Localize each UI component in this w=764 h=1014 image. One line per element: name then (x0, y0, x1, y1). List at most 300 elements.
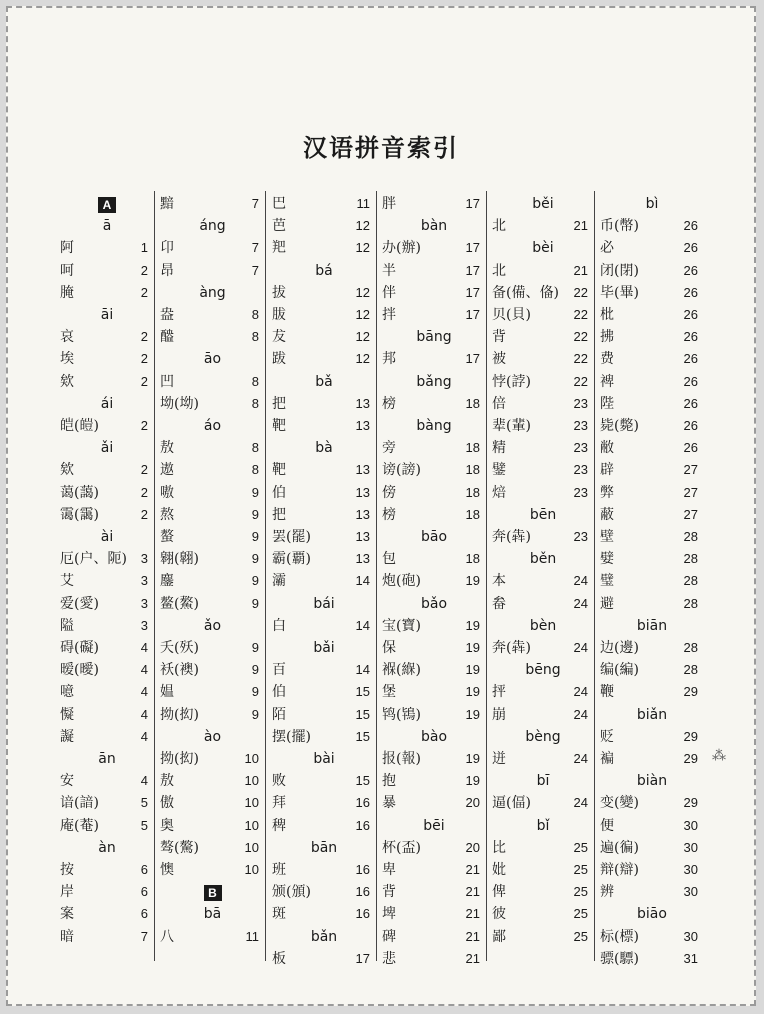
index-entry (60, 348, 154, 370)
index-entry (60, 792, 154, 814)
index-entry (492, 859, 594, 881)
index-entry (492, 459, 594, 481)
entry-character: 案 (60, 906, 74, 923)
entry-character: 犮 (272, 329, 286, 346)
entry-page-number: 4 (140, 728, 148, 744)
entry-character: 蔼(藹) (60, 484, 99, 501)
entry-page-number: 7 (140, 928, 148, 944)
entry-page-number: 3 (140, 573, 148, 589)
entry-page-number: 12 (355, 329, 370, 345)
entry-character: 岸 (60, 884, 74, 901)
entry-page-number: 2 (140, 462, 148, 478)
pinyin-heading: bèi (532, 240, 554, 257)
entry-character: 安 (60, 773, 74, 790)
entry-character: 呵 (60, 262, 74, 279)
entry-character: 鐾 (492, 462, 506, 479)
pinyin-heading: běn (529, 551, 557, 568)
entry-page-number: 28 (683, 529, 698, 544)
index-entry (492, 282, 594, 304)
entry-character: 噫 (60, 684, 74, 701)
index-entry (492, 437, 594, 459)
page-title: 汉语拼音索引 (303, 133, 459, 162)
entry-page-number: 16 (355, 884, 370, 900)
index-entry (60, 770, 154, 792)
entry-page-number: 2 (140, 262, 148, 278)
entry-page-number: 19 (465, 640, 480, 655)
entry-page-number: 24 (573, 751, 588, 766)
entry-character: 巴 (272, 196, 286, 212)
index-entry (382, 637, 486, 659)
pinyin-heading: ā (102, 218, 112, 235)
index-entry (60, 726, 154, 748)
pinyin-heading: ào (203, 728, 222, 745)
entry-page-number: 2 (140, 484, 148, 500)
index-entry (272, 282, 376, 304)
pinyin-heading: ài (100, 529, 114, 545)
entry-character: 伯 (272, 684, 286, 701)
entry-page-number: 26 (683, 307, 698, 322)
entry-page-number: 20 (465, 839, 480, 855)
entry-character: 奔(犇) (492, 529, 531, 545)
entry-character: 遍(徧) (600, 839, 639, 856)
index-entry (60, 371, 154, 393)
entry-page-number: 28 (683, 595, 698, 611)
entry-character: 辟 (600, 462, 614, 479)
index-entry (272, 615, 376, 637)
entry-character: 拜 (272, 795, 286, 812)
entry-page-number: 16 (355, 795, 370, 811)
pinyin-heading: bān (310, 839, 338, 856)
entry-character: 嗷 (160, 484, 174, 501)
entry-character: 精 (492, 440, 506, 457)
index-entry (492, 304, 594, 326)
index-entry (160, 304, 265, 326)
index-entry (382, 482, 486, 504)
entry-character: 鞭 (600, 684, 614, 701)
entry-page-number: 19 (465, 662, 480, 678)
index-entry (160, 548, 265, 570)
entry-page-number: 4 (140, 706, 148, 722)
entry-character: 辩(辯) (600, 862, 639, 878)
index-column (60, 191, 155, 961)
entry-page-number: 18 (465, 484, 480, 500)
entry-character: 卑 (382, 862, 396, 878)
entry-character: 背 (382, 884, 396, 901)
entry-character: 鏖 (160, 573, 174, 590)
entry-character: 必 (600, 240, 614, 257)
entry-character: 暧(曖) (60, 662, 99, 679)
entry-character: 欸 (60, 373, 74, 390)
entry-character: 胖 (382, 196, 396, 212)
section-letter (60, 194, 154, 214)
entry-page-number: 6 (140, 906, 148, 922)
index-entry (160, 792, 265, 814)
index-entry (382, 859, 486, 881)
index-entry (382, 659, 486, 681)
entry-character: 毕(畢) (600, 284, 639, 301)
entry-page-number: 26 (683, 440, 698, 456)
entry-character: 枇 (600, 307, 614, 323)
index-entry (272, 215, 376, 237)
entry-character: 哀 (60, 329, 74, 346)
pinyin-heading: biàn (636, 773, 668, 790)
index-entry (272, 237, 376, 259)
pinyin-heading: bǎo (420, 595, 448, 612)
index-entry (160, 837, 265, 859)
entry-character: 芭 (272, 218, 286, 235)
index-entry (492, 903, 594, 925)
entry-page-number: 11 (356, 196, 370, 211)
index-entry (60, 570, 154, 592)
pinyin-heading: biāo (637, 906, 667, 923)
entry-character: 谤(謗) (382, 462, 421, 479)
entry-character: 北 (492, 218, 506, 235)
index-entry (382, 948, 486, 970)
index-entry (160, 482, 265, 504)
entry-character: 夭(殀) (160, 640, 199, 656)
entry-character: 埃 (60, 351, 74, 368)
entry-character: 敖 (160, 440, 174, 457)
entry-character: 螯 (160, 529, 174, 545)
entry-page-number: 3 (140, 595, 148, 611)
entry-page-number: 21 (465, 862, 480, 877)
entry-character: 闭(閉) (600, 262, 639, 279)
pinyin-heading: áng (199, 218, 226, 235)
entry-page-number: 15 (355, 706, 370, 722)
entry-character: 隘 (60, 617, 74, 634)
pinyin-heading: bì (645, 196, 659, 212)
index-entry (60, 637, 154, 659)
entry-character: 费 (600, 351, 614, 368)
index-entry (272, 548, 376, 570)
index-entry (382, 237, 486, 259)
entry-character: 榜 (382, 395, 396, 412)
section-letter (160, 882, 265, 902)
index-entry (160, 815, 265, 837)
entry-page-number: 13 (355, 418, 370, 433)
entry-character: 畚 (492, 595, 506, 612)
entry-character: 碑 (382, 928, 396, 945)
entry-character: 跋 (272, 351, 286, 368)
entry-character: 拂 (600, 329, 614, 346)
index-entry (382, 837, 486, 859)
pinyin-heading: bēi (423, 817, 445, 834)
index-entry (600, 348, 704, 370)
index-entry (492, 837, 594, 859)
entry-page-number: 18 (465, 462, 480, 478)
index-entry (60, 881, 154, 903)
pinyin-heading: bài (313, 751, 335, 767)
entry-page-number: 13 (355, 551, 370, 567)
entry-page-number: 3 (140, 617, 148, 633)
entry-page-number: 31 (683, 950, 698, 966)
index-entry (60, 282, 154, 304)
index-entry (272, 304, 376, 326)
entry-page-number: 30 (683, 884, 698, 900)
entry-character: 奥 (160, 817, 174, 834)
index-entry (382, 193, 486, 215)
entry-page-number: 22 (573, 307, 588, 322)
entry-character: 弊 (600, 484, 614, 501)
entry-character: 拗(抝) (160, 706, 199, 723)
index-entry (272, 570, 376, 592)
index-entry (492, 881, 594, 903)
pinyin-heading: bà (315, 440, 333, 457)
index-column (600, 191, 704, 967)
index-entry (272, 681, 376, 703)
index-entry (382, 504, 486, 526)
index-column (272, 191, 377, 967)
index-entry (492, 792, 594, 814)
index-entry (492, 393, 594, 415)
entry-character: 霸(覇) (272, 551, 311, 568)
index-entry (492, 215, 594, 237)
index-entry (272, 726, 376, 748)
pinyin-heading: bèng (525, 728, 561, 745)
entry-page-number: 10 (244, 839, 259, 855)
entry-character: 倍 (492, 395, 506, 412)
entry-page-number: 2 (140, 284, 148, 300)
entry-character: 埤 (382, 906, 396, 923)
pinyin-heading: bàn (420, 218, 448, 235)
entry-page-number: 17 (465, 240, 480, 256)
entry-page-number: 21 (573, 218, 588, 234)
index-entry (492, 681, 594, 703)
entry-page-number: 21 (465, 950, 480, 966)
entry-character: 崩 (492, 706, 506, 723)
entry-character: 旁 (382, 440, 396, 457)
entry-page-number: 17 (355, 950, 370, 966)
entry-character: 比 (492, 839, 506, 856)
index-entry (600, 748, 704, 770)
index-entry (160, 681, 265, 703)
entry-character: 编(編) (600, 662, 639, 679)
entry-page-number: 8 (251, 307, 259, 322)
entry-page-number: 19 (465, 617, 480, 633)
entry-character: 骠(驃) (600, 950, 639, 967)
index-entry (272, 659, 376, 681)
entry-character: 伴 (382, 284, 396, 301)
index-entry (160, 926, 265, 948)
entry-page-number: 9 (251, 551, 259, 567)
entry-page-number: 13 (355, 395, 370, 411)
index-entry (160, 526, 265, 548)
index-entry (272, 903, 376, 925)
entry-character: 百 (272, 662, 286, 679)
entry-page-number: 28 (683, 640, 698, 655)
entry-character: 熬 (160, 506, 174, 523)
entry-page-number: 9 (251, 484, 259, 500)
index-entry (492, 526, 594, 548)
entry-character: 厄(户、阨) (60, 551, 127, 568)
index-entry (382, 615, 486, 637)
index-entry (272, 704, 376, 726)
entry-page-number: 10 (244, 773, 259, 789)
entry-page-number: 25 (573, 862, 588, 877)
entry-page-number: 8 (251, 373, 259, 389)
entry-page-number: 4 (140, 684, 148, 700)
index-entry (272, 504, 376, 526)
entry-page-number: 3 (140, 551, 148, 567)
index-entry (272, 348, 376, 370)
index-entry (600, 548, 704, 570)
entry-character: 譺 (60, 728, 74, 745)
entry-page-number: 17 (465, 262, 480, 278)
index-entry (382, 437, 486, 459)
entry-page-number: 14 (355, 662, 370, 678)
entry-page-number: 12 (355, 351, 370, 367)
entry-character: 半 (382, 262, 396, 279)
index-entry (60, 548, 154, 570)
entry-page-number: 13 (355, 462, 370, 478)
entry-character: 辈(輩) (492, 418, 531, 434)
index-entry (600, 837, 704, 859)
entry-page-number: 19 (465, 573, 480, 589)
entry-character: 灞 (272, 573, 286, 590)
pinyin-heading: bào (420, 728, 448, 745)
index-entry (160, 326, 265, 348)
index-entry (600, 681, 704, 703)
index-entry (600, 526, 704, 548)
entry-character: 翱(翺) (160, 551, 199, 568)
entry-page-number: 22 (573, 329, 588, 345)
entry-character: 靶 (272, 418, 286, 434)
index-entry (382, 704, 486, 726)
entry-character: 彼 (492, 906, 506, 923)
index-entry (60, 903, 154, 925)
entry-page-number: 21 (465, 906, 480, 922)
entry-page-number: 15 (355, 728, 370, 744)
entry-page-number: 4 (140, 640, 148, 655)
entry-page-number: 2 (140, 329, 148, 345)
entry-page-number: 23 (573, 395, 588, 411)
section-letter-label: A (98, 197, 116, 213)
pinyin-heading: bǎng (416, 373, 452, 390)
entry-page-number: 24 (573, 795, 588, 811)
entry-character: 敝 (600, 440, 614, 457)
index-entry (60, 459, 154, 481)
pinyin-heading: biān (636, 617, 668, 634)
entry-character: 鳌(鰲) (160, 595, 199, 612)
index-entry (600, 260, 704, 282)
entry-character: 艾 (60, 573, 74, 590)
entry-page-number: 17 (465, 351, 480, 367)
entry-character: 嬖 (600, 551, 614, 568)
index-entry (60, 482, 154, 504)
entry-page-number: 10 (244, 817, 259, 833)
entry-page-number: 16 (355, 817, 370, 833)
index-entry (600, 815, 704, 837)
entry-character: 报(報) (382, 751, 421, 767)
entry-character: 被 (492, 351, 506, 368)
index-entry (600, 415, 704, 437)
index-entry (272, 459, 376, 481)
entry-page-number: 26 (683, 218, 698, 234)
index-entry (160, 237, 265, 259)
entry-character: 班 (272, 862, 286, 878)
entry-page-number: 30 (683, 839, 698, 855)
entry-page-number: 11 (245, 928, 259, 944)
entry-page-number: 9 (251, 640, 259, 655)
index-entry (600, 948, 704, 970)
entry-page-number: 19 (465, 684, 480, 700)
entry-character: 白 (272, 617, 286, 634)
entry-character: 悲 (382, 950, 396, 967)
index-entry (160, 748, 265, 770)
entry-character: 迸 (492, 751, 506, 767)
index-entry (600, 659, 704, 681)
entry-character: 皑(皚) (60, 418, 99, 434)
entry-page-number: 9 (251, 595, 259, 611)
entry-page-number: 9 (251, 506, 259, 522)
entry-page-number: 16 (355, 906, 370, 922)
entry-page-number: 25 (573, 928, 588, 944)
entry-page-number: 4 (140, 662, 148, 678)
entry-page-number: 9 (251, 573, 259, 589)
entry-page-number: 24 (573, 684, 588, 700)
entry-character: 羓 (272, 240, 286, 257)
entry-character: 拗(抝) (160, 751, 199, 767)
entry-page-number: 27 (683, 506, 698, 522)
entry-page-number: 29 (683, 684, 698, 700)
entry-character: 斑 (272, 906, 286, 923)
entry-character: 按 (60, 862, 74, 878)
entry-page-number: 12 (355, 218, 370, 234)
entry-character: 腌 (60, 284, 74, 301)
entry-page-number: 21 (573, 262, 588, 278)
entry-page-number: 2 (140, 373, 148, 389)
entry-page-number: 22 (573, 373, 588, 389)
index-entry (492, 326, 594, 348)
entry-character: 鄙 (492, 928, 506, 945)
entry-page-number: 21 (465, 884, 480, 900)
entry-page-number: 7 (251, 196, 259, 211)
index-entry (382, 926, 486, 948)
index-entry (492, 926, 594, 948)
index-entry (600, 371, 704, 393)
entry-page-number: 26 (683, 395, 698, 411)
entry-character: 懊 (160, 862, 174, 878)
entry-character: 袄(襖) (160, 662, 199, 679)
entry-page-number: 26 (683, 240, 698, 256)
entry-character: 醠 (160, 329, 174, 346)
entry-page-number: 15 (355, 684, 370, 700)
index-entry (382, 348, 486, 370)
pinyin-heading: bī (536, 773, 550, 790)
entry-character: 邦 (382, 351, 396, 368)
index-entry (160, 393, 265, 415)
index-entry (272, 792, 376, 814)
entry-page-number: 26 (683, 262, 698, 278)
entry-page-number: 18 (465, 551, 480, 567)
entry-page-number: 9 (251, 684, 259, 700)
entry-character: 保 (382, 640, 396, 656)
entry-page-number: 13 (355, 506, 370, 522)
entry-character: 宝(寶) (382, 617, 421, 634)
index-page (6, 6, 756, 1006)
entry-page-number: 2 (140, 418, 148, 433)
index-entry (272, 482, 376, 504)
entry-character: 霭(靄) (60, 506, 99, 523)
ink-speck: ⁂ (712, 748, 726, 764)
pinyin-heading: àng (199, 284, 226, 301)
entry-page-number: 18 (465, 440, 480, 456)
entry-page-number: 30 (683, 862, 698, 877)
entry-character: 庵(菴) (60, 817, 99, 834)
pinyin-heading: áo (203, 418, 222, 434)
entry-page-number: 13 (355, 529, 370, 544)
index-entry (382, 881, 486, 903)
